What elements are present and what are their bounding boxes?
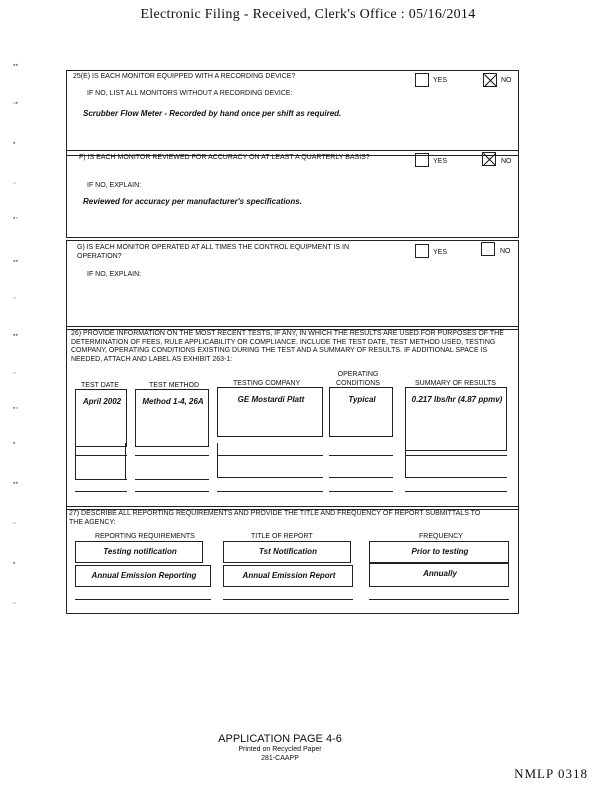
section-26 <box>66 326 519 510</box>
freq-value-1: Prior to testing <box>411 547 469 556</box>
bates-stamp: NMLP 0318 <box>514 766 588 781</box>
q25e-sub: IF NO, LIST ALL MONITORS WITHOUT A RECORDING DEVICE: <box>87 90 293 97</box>
q25e-yes-checkbox[interactable] <box>415 73 429 87</box>
q25e-answer: Scrubber Flow Meter - Recorded by hand once per shift as required. <box>83 109 342 118</box>
q25f-yes-checkbox[interactable] <box>415 153 429 167</box>
freq-cell-2 <box>369 563 509 587</box>
cell-method <box>135 389 209 447</box>
cell-results <box>405 387 507 451</box>
summary-results-value: 0.217 lbs/hr (4.87 ppmv) <box>411 395 503 404</box>
filing-header: Electronic Filing - Received, Clerk's Office : 05/16/2014 <box>140 7 476 22</box>
q25f-no-checkbox[interactable] <box>482 152 496 166</box>
title-value-2: Annual Emission Report <box>242 571 336 580</box>
footer-form: 281-CAAPP <box>261 755 299 762</box>
col-test-date: TEST DATE <box>81 382 119 389</box>
testing-company-value: GE Mostardi Platt <box>237 395 305 404</box>
section-27 <box>66 506 519 614</box>
q25g-no-checkbox[interactable] <box>481 242 495 256</box>
test-date-value: April 2002 <box>82 397 122 406</box>
q25f-no-label: NO <box>501 158 512 165</box>
q25e-no-label: NO <box>501 77 512 84</box>
q27-question: 27) DESCRIBE ALL REPORTING REQUIREMENTS AND PROVIDE THE TITLE AND FREQUENCY OF REPORT SUBMITTALS TO THE AGENCY: <box>69 510 481 526</box>
q25f-answer: Reviewed for accuracy per manufacturer's specifications. <box>83 197 302 206</box>
q25f-yes-label: YES <box>433 158 448 165</box>
section-25e <box>66 70 519 156</box>
title-value-1: Tst Notification <box>259 547 317 556</box>
title-cell-1 <box>223 541 351 563</box>
cell-conditions <box>329 387 393 437</box>
q25g-sub: IF NO, EXPLAIN: <box>87 271 142 278</box>
q25g-yes-label: YES <box>433 249 448 256</box>
section-25f <box>66 150 519 238</box>
q25g-question: G) IS EACH MONITOR OPERATED AT ALL TIMES THE CONTROL EQUIPMENT IS IN OPERATION? <box>77 244 350 260</box>
q26-question: 26) PROVIDE INFORMATION ON THE MOST RECENT TESTS, IF ANY, IN WHICH THE RESULTS ARE USED FOR PURPOSES OF THE DETERMINATION OF FEES, RULE APPLICABILITY OR COMPLIANCE. INCLUDE THE TEST DATE, TEST METHOD USED, TESTING COMPANY, OPERATING CONDITIONS EXISTING DURING THE TEST AND A SUMMARY OF RESULTS. IF ADDITIONAL SPACE IS NEEDED, ATTACH AND LABEL AS EXHIBIT 263-1: <box>71 330 504 363</box>
req-value-1: Testing notification <box>103 547 177 556</box>
req-cell-1 <box>75 541 203 563</box>
cell-date <box>75 389 127 447</box>
q25g-no-label: NO <box>500 248 511 255</box>
col-testing-company: TESTING COMPANY <box>233 380 301 387</box>
freq-value-2: Annually <box>423 569 457 578</box>
q25f-sub: IF NO, EXPLAIN: <box>87 182 142 189</box>
q25e-yes-label: YES <box>433 77 448 84</box>
col-reporting-req: REPORTING REQUIREMENTS <box>95 533 195 540</box>
section-25g <box>66 240 519 330</box>
q25e-question: 25(E) IS EACH MONITOR EQUIPPED WITH A RECORDING DEVICE? <box>73 73 296 80</box>
req-value-2: Annual Emission Reporting <box>91 571 197 580</box>
col-operating-conditions: OPERATING CONDITIONS <box>336 371 380 387</box>
title-cell-2 <box>223 565 353 587</box>
footer-page: APPLICATION PAGE 4-6 <box>218 733 342 745</box>
q25f-question: F) IS EACH MONITOR REVIEWED FOR ACCURACY ON AT LEAST A QUARTERLY BASIS? <box>79 154 370 161</box>
freq-cell-1 <box>369 541 509 563</box>
operating-conditions-value: Typical <box>348 395 376 404</box>
test-method-value: Method 1-4, 26A <box>142 397 204 406</box>
q25g-yes-checkbox[interactable] <box>415 244 429 258</box>
cell-company <box>217 387 323 437</box>
col-frequency: FREQUENCY <box>419 533 463 540</box>
col-summary-results: SUMMARY OF RESULTS <box>415 380 496 387</box>
footer-recycled: Printed on Recycled Paper <box>238 746 322 753</box>
col-report-title: TITLE OF REPORT <box>251 533 313 540</box>
req-cell-2 <box>75 565 211 587</box>
col-test-method: TEST METHOD <box>149 382 200 389</box>
q25e-no-checkbox[interactable] <box>483 73 497 87</box>
